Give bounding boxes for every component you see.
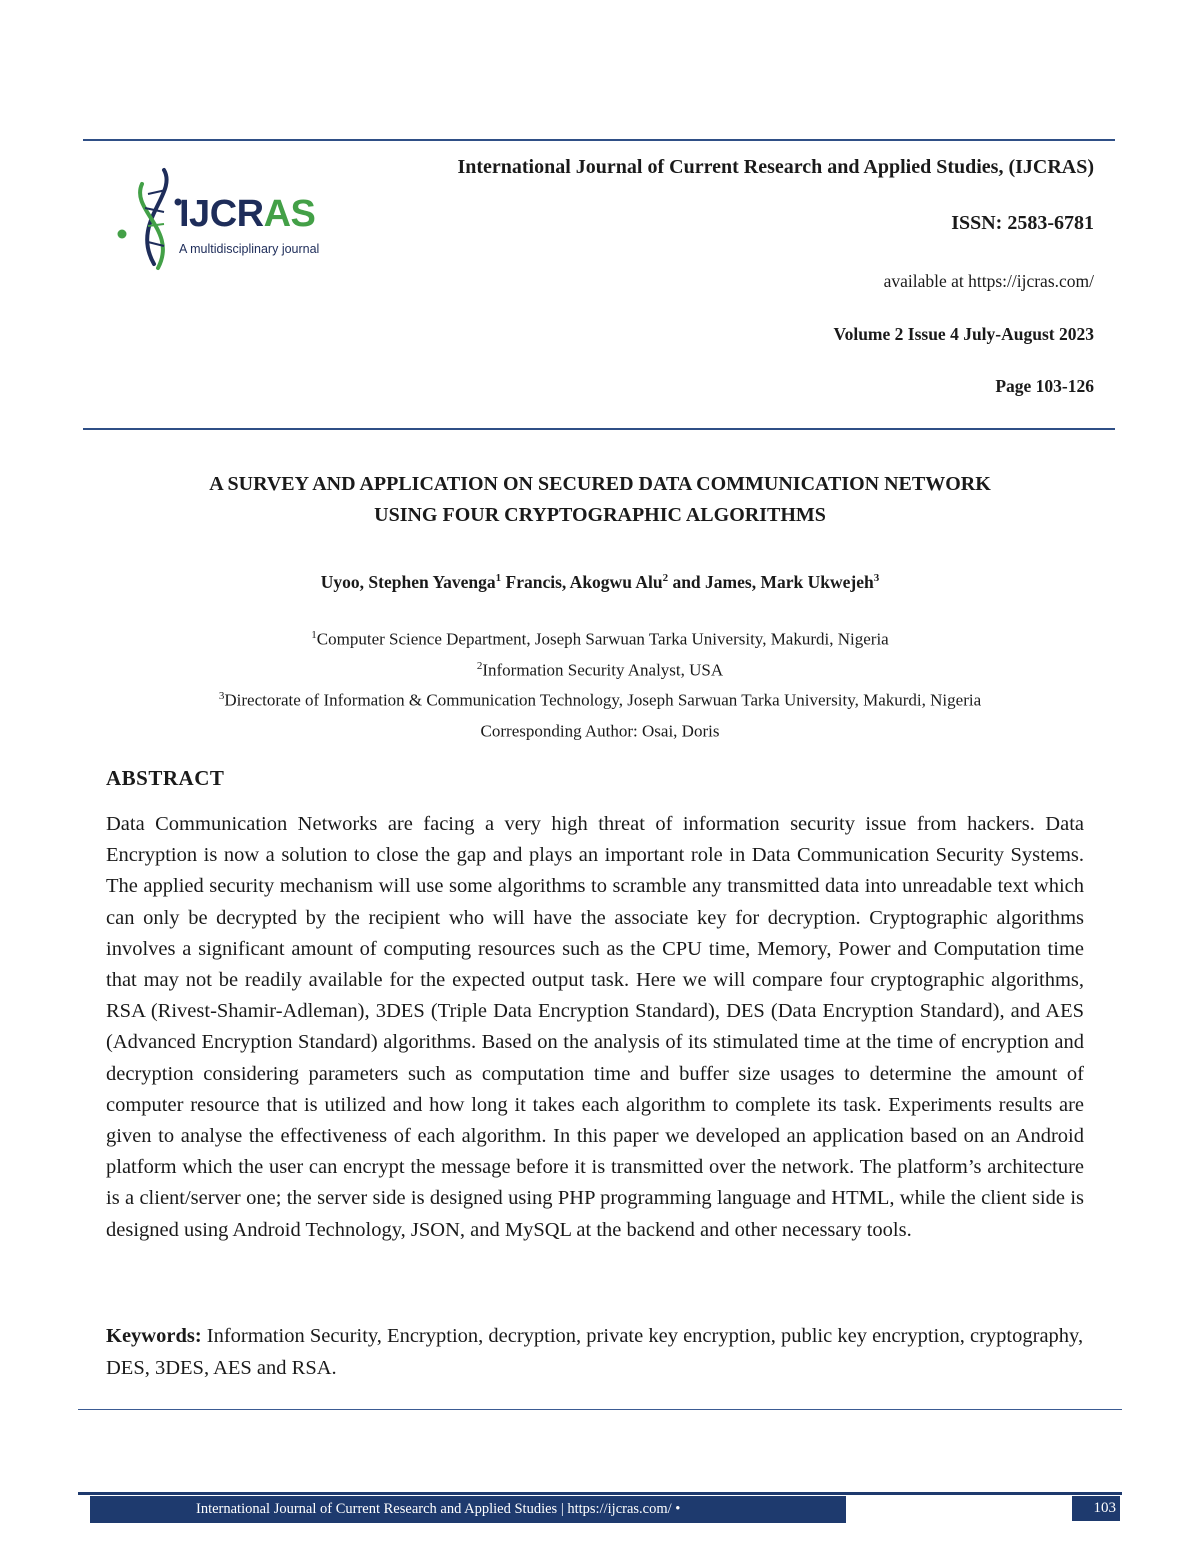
header-top-rule: [83, 139, 1115, 141]
issn: ISSN: 2583-6781: [951, 212, 1094, 234]
logo-tagline: A multidisciplinary journal: [179, 242, 320, 256]
content-end-rule: [78, 1409, 1122, 1410]
abstract-heading: ABSTRACT: [106, 766, 225, 790]
affiliation-marker: 1: [311, 629, 317, 641]
footer-journal-banner: International Journal of Current Research and Applied Studies | https://ijcras.com/ •: [90, 1496, 846, 1523]
abstract-body: Data Communication Networks are facing a very high threat of information security issue from hackers. Data Encryption is now a solution to close the gap and plays an important role in Data Communication Security Systems. The applied security mechanism will use some algorithms to scramble any transmitted data into unreadable text which can only be decrypted by the recipient who will have the associate key for decryption. Cryptographic algorithms involves a significant amount of computing resources such as the CPU time, Memory, Power and Computation time that may not be readily available for the expected output task. Here we will compare four cryptographic algorithms, RSA (Rivest-Shamir-Adleman), 3DES (Triple Data Encryption Standard), DES (Data Encryption Standard), and AES (Advanced Encryption Standard) algorithms. Based on the analysis of its stimulated time at the time of encryption and decryption considering parameters such as computation time and buffer size usages to determine the amount of computer resource that is utilized and how long it takes each algorithm to complete its task. Experiments results are given to analyse the effectiveness of each algorithm. In this paper we developed an application based on an Android platform which the user can encrypt the message before it is transmitted over the network. The platform’s architecture is a client/server one; the server side is designed using PHP programming language and HTML, while the client side is designed using Android Technology, JSON, and MySQL at the backend and other necessary tools.: [106, 813, 1084, 1241]
volume-issue: Volume 2 Issue 4 July-August 2023: [833, 324, 1094, 344]
journal-url[interactable]: available at https://ijcras.com/: [883, 271, 1094, 291]
header-bottom-rule: [83, 428, 1115, 430]
logo-wordmark: IJCRAS: [179, 193, 316, 235]
author-affiliation-marker: 3: [873, 572, 880, 585]
page-range: Page 103-126: [995, 376, 1094, 396]
affiliation-marker: 3: [218, 690, 225, 703]
author-list: [0, 572, 1200, 593]
title-line-2: USING FOUR CRYPTOGRAPHIC ALGORITHMS: [374, 504, 826, 526]
corresponding-author: [0, 714, 1200, 745]
footer-rule: [78, 1492, 1122, 1495]
affiliations: [0, 622, 1200, 745]
corresponding-author-text: Corresponding Author: Osai, Doris: [480, 721, 720, 741]
affiliation-line: [0, 653, 1200, 684]
author-name: Uyoo, Stephen Yavenga: [320, 572, 496, 592]
affiliation-text: Information Security Analyst, USA: [482, 660, 724, 680]
affiliation-line: [0, 683, 1200, 714]
author-affiliation-marker: 2: [662, 572, 669, 585]
keywords-text: Information Security, Encryption, decryption, private key encryption, public key encryption, cryptography, DES, 3DES, AES and RSA.: [106, 1325, 1084, 1379]
affiliation-line: [0, 622, 1200, 653]
affiliation-text: Computer Science Department, Joseph Sarwuan Tarka University, Makurdi, Nigeria: [316, 629, 889, 649]
page-number: 103: [1072, 1496, 1120, 1521]
keywords-label: Keywords:: [106, 1325, 202, 1347]
author-separator: and: [668, 572, 706, 592]
affiliation-text: Directorate of Information & Communication Technology, Joseph Sarwuan Tarka University, Makurdi, Nigeria: [224, 690, 982, 710]
author-name: James, Mark Ukwejeh: [705, 572, 874, 592]
keywords: [106, 1320, 1096, 1384]
title-line-1: A SURVEY AND APPLICATION ON SECURED DATA COMMUNICATION NETWORK: [209, 473, 991, 495]
affiliation-marker: 2: [476, 659, 483, 672]
author-affiliation-marker: 1: [495, 572, 502, 585]
journal-name: International Journal of Current Research and Applied Studies, (IJCRAS): [457, 156, 1094, 178]
paper-title: [80, 469, 1120, 531]
author-name: Francis, Akogwu Alu: [505, 572, 663, 592]
